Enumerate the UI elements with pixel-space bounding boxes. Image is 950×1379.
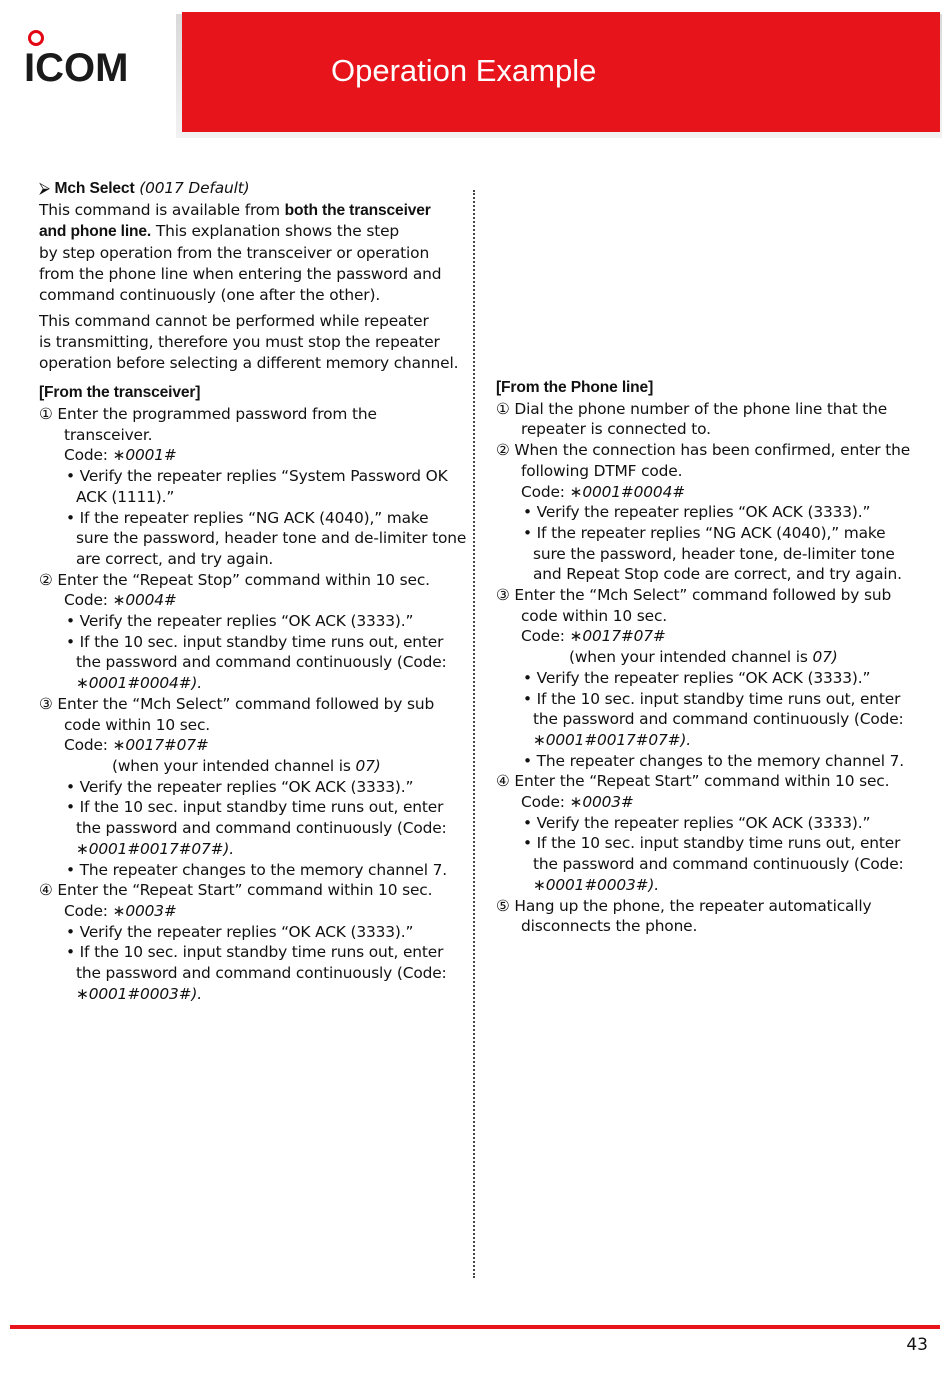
bullet-item: • If the 10 sec. input standby time runs out, enter xyxy=(523,834,901,853)
step-line: following DTMF code. xyxy=(521,461,683,480)
logo-ring-icon xyxy=(28,30,44,46)
step-3: ③ Enter the “Mch Select” command followed by sub xyxy=(496,586,892,605)
bullet-line: are correct, and try again. xyxy=(76,549,274,568)
step-line: disconnects the phone. xyxy=(521,917,698,936)
bullet-item: • Verify the repeater replies “OK ACK (3333).” xyxy=(523,668,871,687)
right-column xyxy=(496,378,916,937)
bullet-item: • Verify the repeater replies “System Password OK xyxy=(66,467,448,486)
bullet-item: • Verify the repeater replies “OK ACK (3333).” xyxy=(523,813,871,832)
section-heading-phone: [From the Phone line] xyxy=(496,379,654,396)
bullet-item: • If the repeater replies “NG ACK (4040),” make xyxy=(66,508,429,527)
bullet-line: ACK (1111).” xyxy=(76,487,175,506)
step-4: ④ Enter the “Repeat Start” command within 10 sec. xyxy=(39,881,433,900)
page-title: Operation Example xyxy=(331,53,597,88)
bullet-line: ∗0001#0003#). xyxy=(76,984,202,1003)
step-2: ② When the connection has been confirmed, enter the xyxy=(496,441,911,460)
bullet-line: ∗0001#0004#). xyxy=(76,674,202,693)
bullet-item: • Verify the repeater replies “OK ACK (3333).” xyxy=(66,612,414,631)
step-4: ④ Enter the “Repeat Start” command within 10 sec. xyxy=(496,772,890,791)
left-column xyxy=(39,178,467,1004)
bullet-line: ∗0001#0017#07#). xyxy=(76,839,234,858)
note-line: operation before selecting a different memory channel. xyxy=(39,353,459,372)
code-line: Code: ∗0017#07# xyxy=(521,627,666,646)
step-1: ① Enter the programmed password from the xyxy=(39,405,377,424)
code-line: Code: ∗0003# xyxy=(64,901,177,920)
footer-rule xyxy=(10,1325,940,1329)
code-line: Code: ∗0017#07# xyxy=(64,736,209,755)
step-line: code within 10 sec. xyxy=(64,715,211,734)
mch-select-heading: ⮚ Mch Select (0017 Default) xyxy=(39,179,250,197)
step-line: repeater is connected to. xyxy=(521,420,711,439)
section-heading-transceiver: [From the transceiver] xyxy=(39,384,201,402)
icom-logo xyxy=(24,22,164,102)
bullet-line: the password and command continuously (Code: xyxy=(76,819,447,838)
bullet-item: • If the repeater replies “NG ACK (4040),” make xyxy=(523,523,886,542)
bullet-line: and Repeat Stop code are correct, and try again. xyxy=(533,565,902,584)
bullet-item: • Verify the repeater replies “OK ACK (3333).” xyxy=(66,777,414,796)
bullet-item: • The repeater changes to the memory channel 7. xyxy=(523,751,905,770)
code-line: Code: ∗0001# xyxy=(64,446,177,465)
bullet-line: the password and command continuously (Code: xyxy=(533,855,904,874)
bullet-item: • If the 10 sec. input standby time runs out, enter xyxy=(66,798,444,817)
logo-text: ICOM xyxy=(24,46,129,90)
bullet-item: • Verify the repeater replies “OK ACK (3333).” xyxy=(66,922,414,941)
intro-line: and phone line. This explanation shows the step xyxy=(39,222,400,241)
column-divider xyxy=(473,190,475,1278)
bullet-line: the password and command continuously (Code: xyxy=(533,710,904,729)
arrow-icon: ⮚ xyxy=(39,179,50,197)
intro-line: command continuously (one after the other). xyxy=(39,285,381,304)
step-5: ⑤ Hang up the phone, the repeater automatically xyxy=(496,896,872,915)
intro-line: by step operation from the transceiver or operation xyxy=(39,244,430,263)
step-line: code within 10 sec. xyxy=(521,606,668,625)
code-line: Code: ∗0004# xyxy=(64,591,177,610)
code-line: Code: ∗0001#0004# xyxy=(521,482,685,501)
bullet-line: the password and command continuously (Code: xyxy=(76,964,447,983)
channel-note: (when your intended channel is 07) xyxy=(112,756,381,775)
bullet-item: • If the 10 sec. input standby time runs out, enter xyxy=(66,632,444,651)
bullet-item: • If the 10 sec. input standby time runs out, enter xyxy=(523,689,901,708)
step-1: ① Dial the phone number of the phone line that the xyxy=(496,399,888,418)
intro-line: from the phone line when entering the password and xyxy=(39,264,442,283)
bullet-line: ∗0001#0017#07#). xyxy=(533,730,691,749)
bullet-item: • Verify the repeater replies “OK ACK (3333).” xyxy=(523,503,871,522)
bullet-line: ∗0001#0003#). xyxy=(533,875,659,894)
bullet-item: • The repeater changes to the memory channel 7. xyxy=(66,860,448,879)
bullet-line: sure the password, header tone, de-limiter tone xyxy=(533,544,895,563)
bullet-line: sure the password, header tone and de-limiter tone xyxy=(76,529,467,548)
intro-line: This command is available from both the transceiver xyxy=(39,200,431,219)
note-line: This command cannot be performed while repeater xyxy=(39,312,429,331)
page-number: 43 xyxy=(906,1335,928,1355)
step-2: ② Enter the “Repeat Stop” command within 10 sec. xyxy=(39,570,430,589)
bullet-line: the password and command continuously (Code: xyxy=(76,653,447,672)
note-line: is transmitting, therefore you must stop the repeater xyxy=(39,332,440,351)
step-line: transceiver. xyxy=(64,425,153,444)
channel-note: (when your intended channel is 07) xyxy=(569,648,838,667)
bullet-item: • If the 10 sec. input standby time runs out, enter xyxy=(66,943,444,962)
code-line: Code: ∗0003# xyxy=(521,793,634,812)
step-3: ③ Enter the “Mch Select” command followed by sub xyxy=(39,694,435,713)
